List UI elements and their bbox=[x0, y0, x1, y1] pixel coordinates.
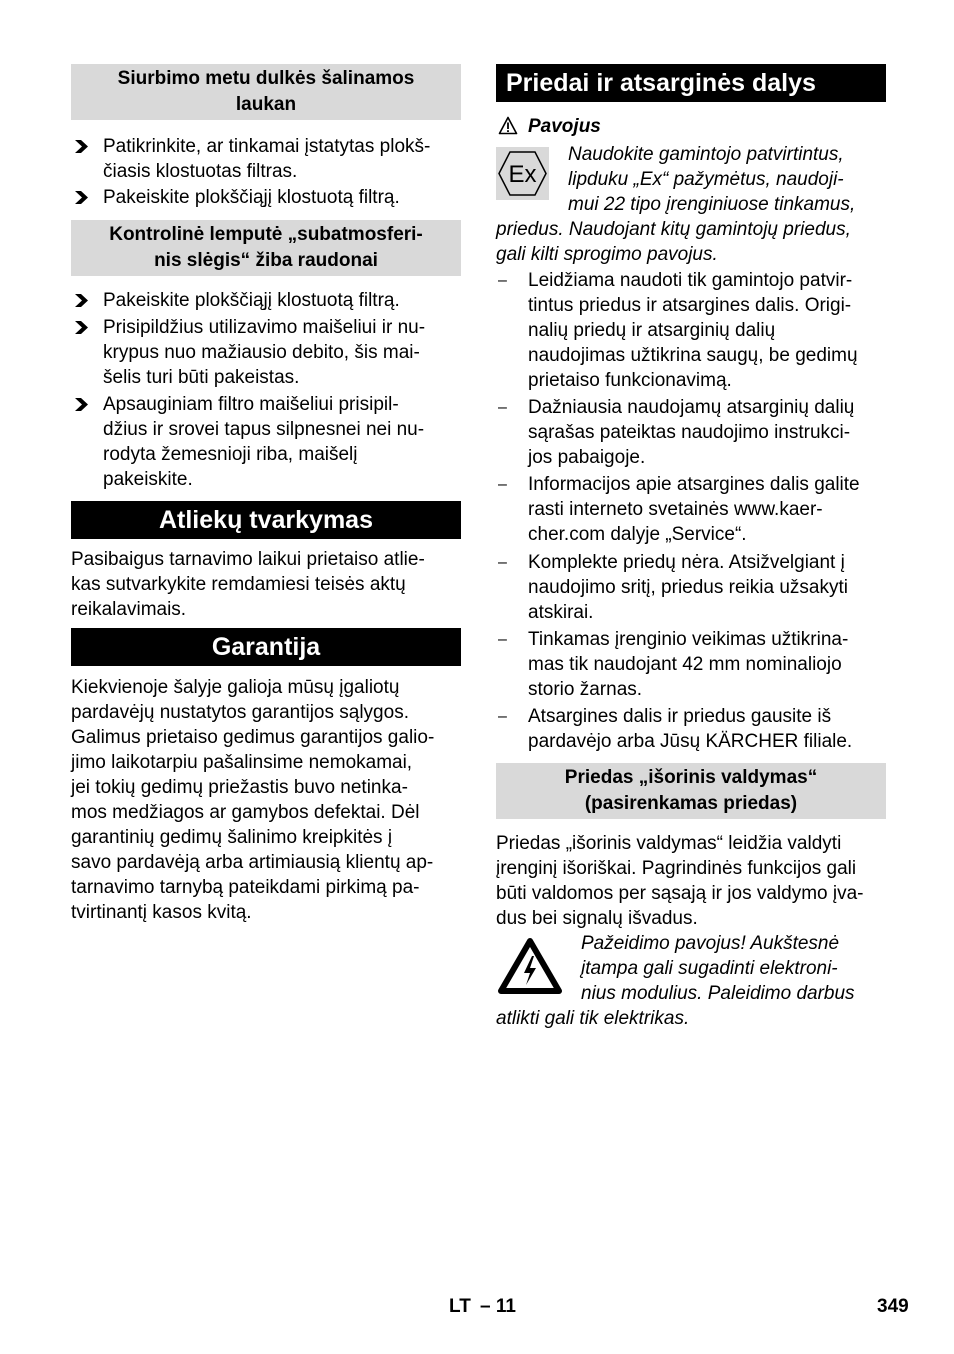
ex-icon-text: Ex bbox=[508, 161, 537, 188]
arrow-right-icon bbox=[71, 288, 91, 313]
list-item-text: Tinkamas įrenginio veikimas užtikrina- mas tik naudojant 42 mm nominaliojo storio žarnas. bbox=[528, 629, 849, 700]
dash-bullet: – bbox=[498, 476, 507, 493]
ex-warning-text-beside: Naudokite gamintojo patvirtintus, lipduku „Ex“ pažymėtus, naudoji- mui 22 tipo įrenginiuose tinkamus, bbox=[568, 144, 856, 215]
high-voltage-warning-icon bbox=[497, 937, 563, 995]
warning-triangle-icon bbox=[498, 116, 518, 135]
list-item-text: Komplekte priedų nėra. Atsižvelgiant į naudojimo sritį, priedus reikia užsakyti atskirai. bbox=[528, 552, 848, 623]
footer-section-page: – 11 bbox=[480, 1296, 516, 1317]
warranty-paragraph: Kiekvienoje šalyje galioja mūsų įgaliotų pardavėjų nustatytos garantijos sąlygos. Galimus prietaiso gedimus garantijos galio- jimo laikotarpiu pašalinsime nemokamai, jei tokių gedimų priežastis buvo netinka- mos medžiagos ar gamybos defektai. Dėl garantinių gedimų šalinimo kreipkitės į savo pardavėją arba artimiausią klientų ap- tarnavimo tarnybą pateikdami pirkimą pa- tvirtinantį kasos kvitą. bbox=[71, 677, 435, 923]
footer-language: LT bbox=[449, 1296, 471, 1317]
list-item-text: Prisipildžius utilizavimo maišeliui ir nu- krypus nuo mažiausio debito, šis mai- šelis turi būti pakeistas. bbox=[103, 317, 426, 388]
danger-label: Pavojus bbox=[528, 116, 601, 137]
dash-bullet: – bbox=[498, 631, 507, 648]
arrow-right-icon bbox=[71, 185, 91, 210]
arrow-right-icon bbox=[71, 392, 91, 417]
list-item-text: Leidžiama naudoti tik gamintojo patvir- tintus priedus ir atsargines dalis. Origi- nalių priedų ir atsarginių dalių naudojimas užtikrina saugų, be gedimų prietaiso funkcionavimą. bbox=[528, 270, 858, 391]
list-item-text: Patikrinkite, ar tinkamai įstatytas plokš- čiasis klostuotas filtras. bbox=[103, 136, 431, 182]
dash-bullet: – bbox=[498, 708, 507, 725]
list-item-text: Dažniausia naudojamų atsarginių dalių sąrašas pateiktas naudojimo instrukci- jos pabaigoje. bbox=[528, 397, 855, 468]
heading-warranty: Garantija bbox=[71, 628, 461, 666]
section-heading-external-control: Priedas „išorinis valdymas“ (pasirenkamas priedas) bbox=[496, 763, 886, 819]
dash-bullet: – bbox=[498, 272, 507, 289]
ex-icon bbox=[496, 147, 549, 200]
section-heading-dust-disposal: Siurbimo metu dulkės šalinamos laukan bbox=[71, 64, 461, 120]
list-item-text: Pakeiskite plokščiąjį klostuotą filtrą. bbox=[103, 290, 400, 311]
dash-bullet: – bbox=[498, 554, 507, 571]
list-item-text: Apsauginiam filtro maišeliui prisipil- džius ir srovei tapus silpnesnei nei nu- rodyta žemesnioji riba, maišelį pakeiskite. bbox=[103, 394, 425, 490]
ex-warning-text: priedus. Naudojant kitų gamintojų priedus, gali kilti sprogimo pavojus. bbox=[496, 219, 851, 265]
dash-bullet: – bbox=[498, 399, 507, 416]
arrow-right-icon bbox=[71, 134, 91, 159]
voltage-warning-text-beside: Pažeidimo pavojus! Aukštesnė įtampa gali sugadinti elektroni- nius modulius. Paleidimo darbus bbox=[581, 933, 855, 1004]
ex-hexagon-icon bbox=[496, 147, 549, 200]
list-item-text: Pakeiskite plokščiąjį klostuotą filtrą. bbox=[103, 187, 400, 208]
danger-label-row bbox=[496, 114, 886, 139]
heading-disposal: Atliekų tvarkymas bbox=[71, 501, 461, 539]
page-number: 349 bbox=[877, 1296, 909, 1317]
list-item-text: Atsargines dalis ir priedus gausite iš pardavėjo arba Jūsų KÄRCHER filiale. bbox=[528, 706, 853, 752]
external-control-paragraph: Priedas „išorinis valdymas“ leidžia valdyti įrenginį išoriškai. Pagrindinės funkcijos gali būti valdomos per sąsają ir jos valdymo įva- dus bei signalų išvadus. bbox=[496, 833, 864, 929]
list-item-text: Informacijos apie atsargines dalis galite rasti interneto svetainės www.kaer- cher.com dalyje „Service“. bbox=[528, 474, 860, 545]
section-heading-low-pressure-lamp: Kontrolinė lemputė „subatmosferi- nis slėgis“ žiba raudonai bbox=[71, 220, 461, 276]
arrow-right-icon bbox=[71, 315, 91, 340]
voltage-warning-text: atlikti gali tik elektrikas. bbox=[496, 1008, 690, 1029]
disposal-paragraph: Pasibaigus tarnavimo laikui prietaiso atlie- kas sutvarkykite remdamiesi teisės aktų reikalavimais. bbox=[71, 549, 425, 620]
heading-accessories: Priedai ir atsarginės dalys bbox=[496, 64, 886, 102]
